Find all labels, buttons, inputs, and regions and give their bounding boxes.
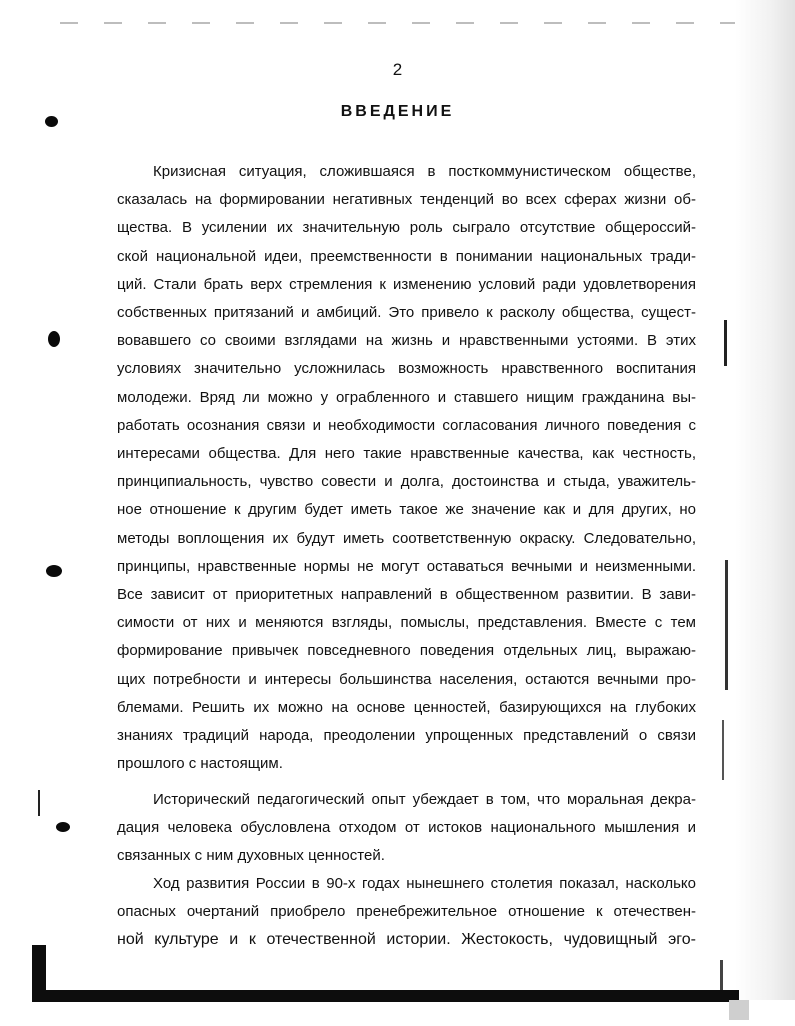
scan-right-edge-shadow — [735, 0, 795, 1000]
margin-mark — [720, 960, 723, 990]
text-line: Исторический педагогический опыт убеждает в том, что моральная декра- — [153, 791, 696, 808]
text-line: ное отношение к другим будет иметь такое же значение как и для других, но — [117, 501, 696, 519]
section-title: ВВЕДЕНИЕ — [340, 103, 455, 120]
text-line: принципиальность, чувство совести и долга, достоинства и стыда, уважитель- — [117, 473, 696, 491]
margin-mark — [724, 320, 727, 366]
page-number: 2 — [392, 60, 403, 79]
margin-mark — [725, 560, 728, 690]
text-line: опасных очертаний приобрело пренебрежительное отношение к отечествен- — [117, 903, 696, 921]
paragraph-2 — [117, 786, 696, 871]
text-line: интересами общества. Для него такие нравственные качества, как честность, — [117, 445, 696, 463]
text-line: знаниях традиций народа, преодолении упрощенных представлений о связи — [117, 727, 696, 745]
text-line: молодежи. Вряд ли можно у ограбленного и ставшего нищим гражданина вы- — [117, 388, 696, 406]
text-line: вовавшего со своими взглядами на жизнь и нравственными устоями. В этих — [117, 332, 696, 350]
margin-mark — [38, 790, 40, 816]
text-line: Ход развития России в 90-х годах нынешнего столетия показал, насколько — [153, 875, 696, 892]
text-line: прошлого с настоящим. — [117, 755, 283, 773]
punch-hole-mark — [48, 331, 60, 347]
paragraph-1 — [117, 158, 696, 778]
text-line: ной культуре и к отечественной истории. Жестокость, чудовищный эго- — [117, 931, 696, 949]
text-line: симости от них и меняются взгляды, помыслы, представления. Вместе с тем — [117, 614, 696, 632]
text-line: щих потребности и интересы большинства населения, остаются вечными про- — [117, 670, 696, 688]
scan-corner-shade — [729, 1000, 749, 1020]
scan-top-dashes — [60, 22, 735, 24]
text-line: принципы, нравственные нормы не могут оставаться вечными и неизменными. — [117, 557, 696, 575]
text-line: формирование привычек повседневного поведения отдельных лиц, выражаю- — [117, 642, 696, 660]
text-line: Все зависит от приоритетных направлений в общественном развитии. В зави- — [117, 586, 696, 604]
text-line: сказалась на формировании негативных тенденций во всех сферах жизни об- — [117, 191, 696, 209]
punch-hole-mark — [46, 565, 62, 577]
margin-mark — [722, 720, 724, 780]
paragraph-3 — [117, 870, 696, 955]
text-line: методы воплощения их будут иметь соответственную окраску. Следовательно, — [117, 529, 696, 547]
punch-hole-mark — [45, 116, 58, 127]
scan-bottom-edge — [34, 990, 739, 1002]
text-line: связанных с ним духовных ценностей. — [117, 847, 385, 865]
text-line: ской национальной идеи, преемственности в понимании национальных тради- — [117, 247, 696, 265]
text-line: ций. Стали брать верх стремления к изменению условий ради удовлетворения — [117, 275, 696, 293]
text-line: дация человека обусловлена отходом от истоков национального мышления и — [117, 819, 696, 837]
punch-hole-mark — [56, 822, 70, 832]
text-line: щества. В усилении их значительную роль сыграло отсутствие общероссий- — [117, 219, 696, 237]
text-line: собственных притязаний и амбиций. Это привело к расколу общества, сущест- — [117, 304, 696, 322]
text-line: Кризисная ситуация, сложившаяся в посткоммунистическом обществе, — [153, 163, 696, 180]
text-line: блемами. Решить их можно на основе ценностей, базирующихся на глубоких — [117, 698, 696, 716]
text-line: работать осознания связи и необходимости согласования личного поведения с — [117, 416, 696, 434]
text-line: условиях значительно усложнилась возможность нравственного воспитания — [117, 360, 696, 378]
